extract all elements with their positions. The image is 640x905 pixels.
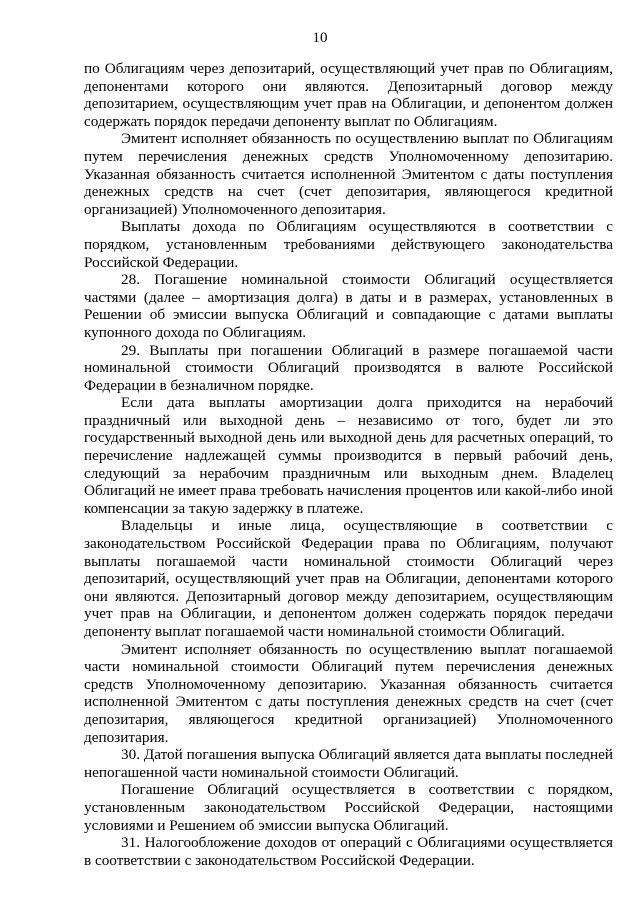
- paragraph-issuer-payment-obligation: Эмитент исполняет обязанность по осуществлению выплат по Облигациям путем перечисления денежных средств Уполномоченному депозитарию. Указанная обязанность считается исполненной Эмитентом с даты поступления денежных средств на счет (счет депозитария, являющегося кредитной организацией) Уполномоченного депозитария.: [84, 130, 613, 218]
- paragraph-issuer-redemption-obligation: Эмитент исполняет обязанность по осуществлению выплат погашаемой части номинальной стоимости Облигаций путем перечисления денежных средств Уполномоченному депозитарию. Указанная обязанность считается исполненной Эмитентом с даты поступления денежных средств на счет (счет депозитария, являющегося кредитной организацией) Уполномоченного депозитария.: [84, 640, 613, 746]
- document-body: [84, 60, 613, 869]
- paragraph-continuation: по Облигациям через депозитарий, осуществляющий учет прав по Облигациям, депонентами которого они являются. Депозитарный договор между депозитарием, осуществляющим учет прав на Облигации, и депонентом должен содержать порядок передачи депоненту выплат по Облигациям.: [84, 60, 613, 130]
- paragraph-clause-30: 30. Датой погашения выпуска Облигаций является дата выплаты последней непогашенной части номинальной стоимости Облигаций.: [84, 746, 613, 781]
- paragraph-income-payments: Выплаты дохода по Облигациям осуществляются в соответствии с порядком, установленным требованиями действующего законодательства Российской Федерации.: [84, 218, 613, 271]
- paragraph-holiday-rule: Если дата выплаты амортизации долга приходится на нерабочий праздничный или выходной день – независимо от того, будет ли это государственный выходной день или выходной день для расчетных операций, то перечисление надлежащей суммы производится в первый рабочий день, следующий за нерабочим праздничным или выходным днем. Владелец Облигаций не имеет права требовать начисления процентов или какой-либо иной компенсации за такую задержку в платеже.: [84, 394, 613, 517]
- paragraph-holders-payments: Владельцы и иные лица, осуществляющие в соответствии с законодательством Российской Федерации права по Облигациям, получают выплаты погашаемой части номинальной стоимости Облигаций через депозитарий, осуществляющий учет прав на Облигации, депонентами которого они являются. Депозитарный договор между депозитарием, осуществляющим учет прав на Облигации, и депонентом должен содержать порядок передачи депоненту выплат погашаемой части номинальной стоимости Облигаций.: [84, 517, 613, 640]
- paragraph-clause-29: 29. Выплаты при погашении Облигаций в размере погашаемой части номинальной стоимости Облигаций производятся в валюте Российской Федерации в безналичном порядке.: [84, 341, 613, 394]
- page-number: 10: [312, 30, 328, 46]
- paragraph-clause-31: 31. Налогообложение доходов от операций с Облигациями осуществляется в соответствии с законодательством Российской Федерации.: [84, 834, 613, 869]
- paragraph-clause-28: 28. Погашение номинальной стоимости Облигаций осуществляется частями (далее – амортизация долга) в даты и в размерах, установленных в Решении об эмиссии выпуска Облигаций и совпадающие с датами выплаты купонного дохода по Облигациям.: [84, 271, 613, 341]
- paragraph-redemption-order: Погашение Облигаций осуществляется в соответствии с порядком, установленным законодательством Российской Федерации, настоящими условиями и Решением об эмиссии выпуска Облигаций.: [84, 781, 613, 834]
